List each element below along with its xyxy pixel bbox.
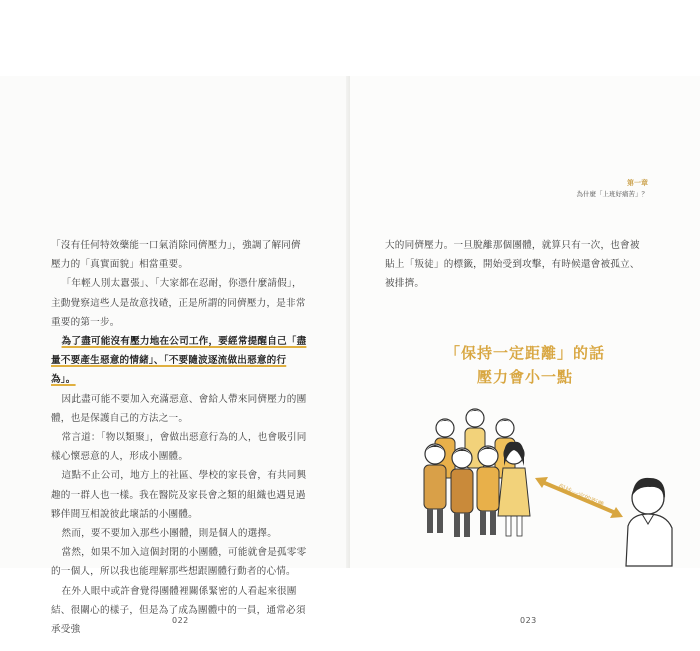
right-body-text	[385, 236, 645, 294]
page-number: 022	[172, 616, 189, 625]
chapter-tag: 第一章	[627, 179, 648, 187]
left-page	[0, 76, 350, 636]
highlighted-paragraph	[51, 332, 308, 390]
highlighted-text: 為了盡可能沒有壓力地在公司工作，要經常提醒自己「盡量不要產生惡意的情緒」、「不要隨波逐流做出惡意的行為」。	[51, 336, 307, 386]
paragraph: 在外人眼中或許會覺得團體裡關係緊密的人看起來很團結、很關心的樣子，但是為了成為團體中的一員，通常必須承受強	[51, 585, 306, 636]
illustration-title-line2: 壓力會小一點	[476, 368, 573, 386]
paragraph: 常言道：「物以類聚」，會做出惡意行為的人，也會吸引同樣心懷惡意的人，形成小團體。	[51, 432, 307, 463]
paragraph: 因此盡可能不要加入充滿惡意、會給人帶來同儕壓力的團體，也是保護自己的方法之一。	[51, 393, 307, 424]
page-number: 023	[520, 616, 537, 625]
paragraph: 當然，如果不加入這個封閉的小團體，可能就會是孤零零的一個人，所以我也能理解那些想跟團體行動者的心情。	[51, 547, 307, 578]
right-page	[350, 76, 700, 625]
chapter-subtitle: 為什麼「上班好痛苦」？	[576, 190, 648, 198]
paragraph: 大的同儕壓力。一旦脫離那個團體，就算只有一次，也會被貼上「叛徒」的標籤，開始受到攻擊，有時候還會被孤立、被排擠。	[385, 240, 640, 290]
person	[424, 444, 446, 533]
person	[477, 446, 499, 535]
paragraph: 「沒有任何特效藥能一口氣消除同儕壓力」，強調了解同儕壓力的「真實面貌」相當重要。	[51, 240, 301, 271]
arrow-label: 保持一定的距離	[556, 482, 605, 510]
paragraph: 這點不止公司，地方上的社區、學校的家長會，有共同興趣的一群人也一樣。我在醫院及家長會之類的組織也遇見過夥伴間互相說彼此壞話的小團體。	[51, 470, 307, 520]
paragraph: 然而，要不要加入那些小團體，則是個人的選擇。	[61, 528, 278, 540]
group-of-people	[424, 409, 530, 537]
illustration	[380, 386, 680, 576]
person-alone	[626, 478, 672, 566]
illustration-title-line1: 「保持一定距離」的話	[444, 344, 605, 362]
left-body-text	[51, 236, 308, 639]
person	[451, 448, 473, 537]
paragraph: 「年輕人別太囂張」、「大家都在忍耐，你憑什麼請假」，主動覺察這些人是故意找碴，正是所謂的同儕壓力，是非常重要的第一步。	[51, 278, 306, 328]
